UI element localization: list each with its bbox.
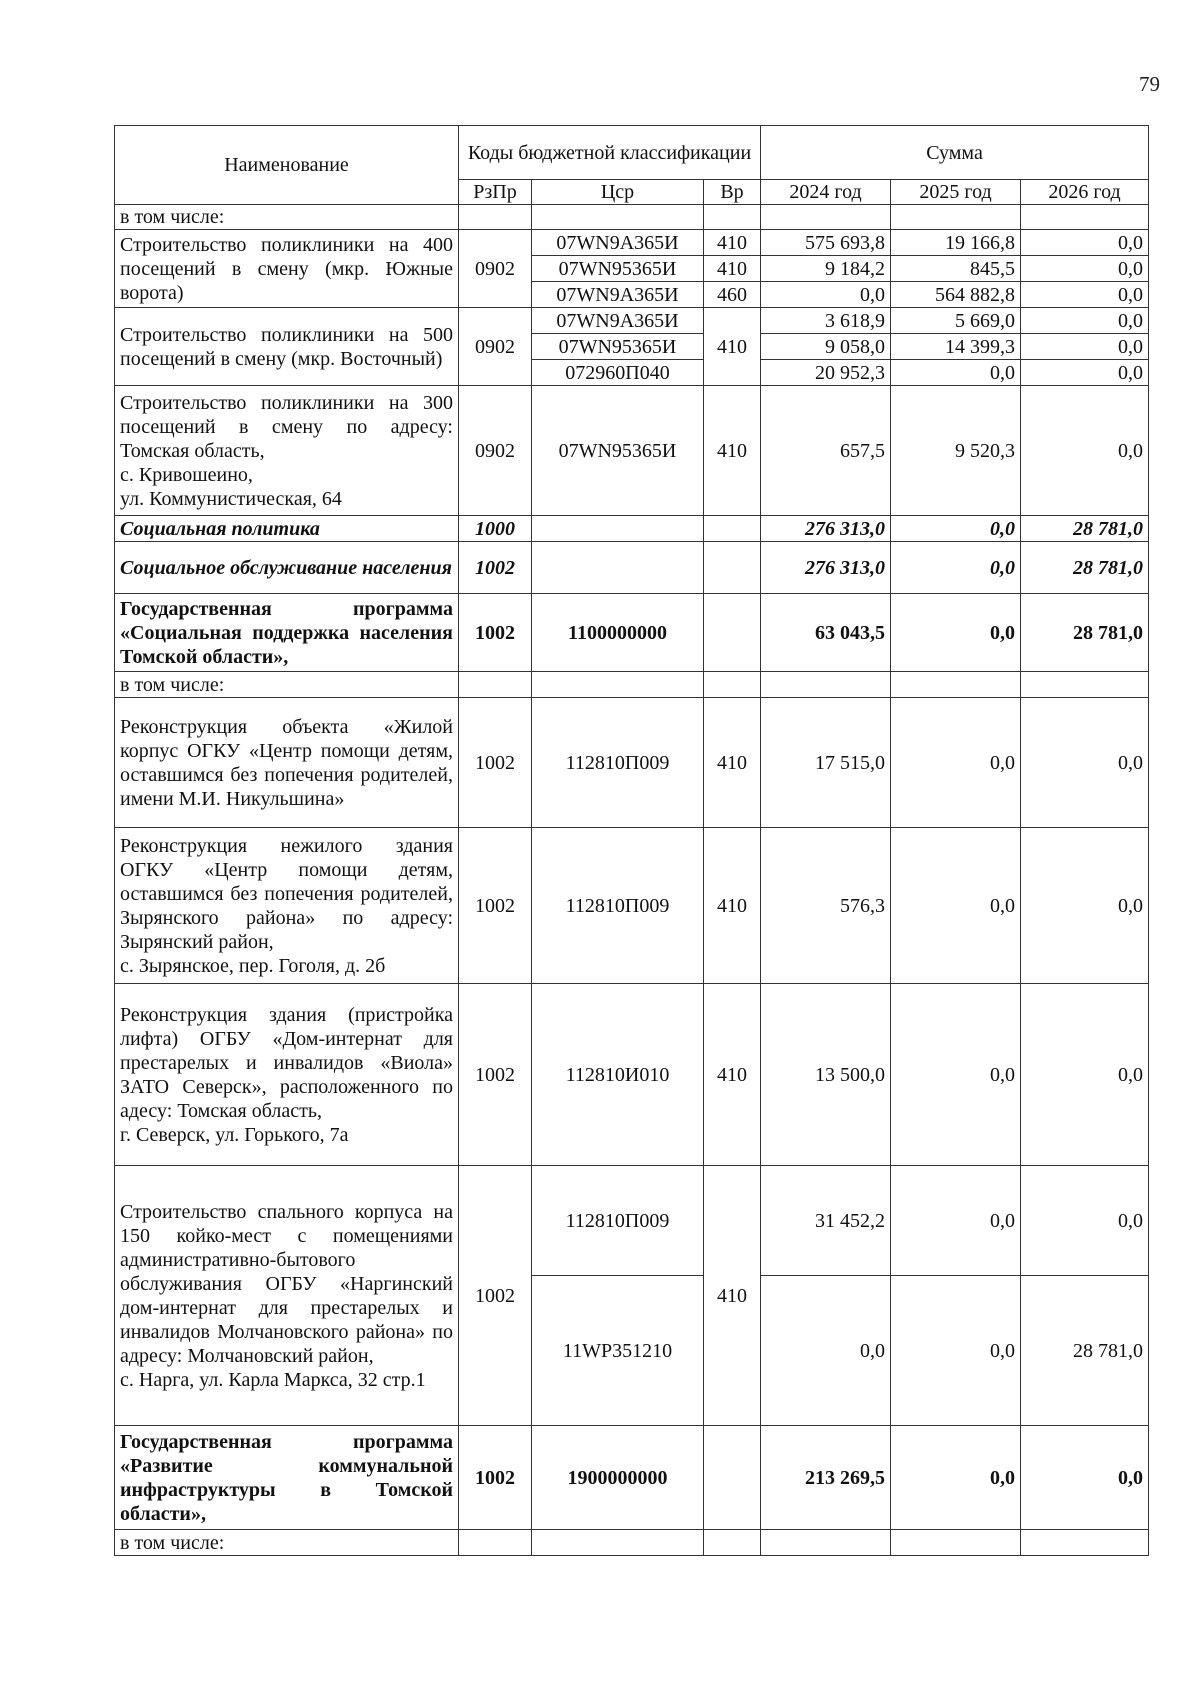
row-2024: 276 313,0 (761, 542, 891, 594)
budget-table (114, 125, 1149, 1556)
table-row (115, 230, 1149, 256)
row-name: Государственная программа «Социальная поддержка населения Томской области», (115, 594, 459, 672)
row-rzpr: 1002 (459, 698, 532, 828)
row-2025: 0,0 (891, 828, 1021, 984)
header-rzpr: РзПр (459, 180, 532, 205)
row-2026: 0,0 (1021, 698, 1149, 828)
row-2025: 564 882,8 (891, 282, 1021, 308)
row-2025: 0,0 (891, 542, 1021, 594)
row-rzpr: 1002 (459, 1166, 532, 1426)
table-row (115, 672, 1149, 698)
page-number: 79 (1139, 72, 1160, 96)
row-vr: 410 (704, 256, 761, 282)
table-header-row (115, 126, 1149, 180)
row-2025: 0,0 (891, 1426, 1021, 1530)
row-name-line: ул. Коммунистическая, 64 (120, 487, 342, 510)
row-csr: 112810П009 (532, 828, 704, 984)
row-2025: 19 166,8 (891, 230, 1021, 256)
row-name: Социальное обслуживание населения (115, 542, 459, 594)
row-2026: 28 781,0 (1021, 1276, 1149, 1426)
row-2024: 9 184,2 (761, 256, 891, 282)
row-csr: 112810П009 (532, 698, 704, 828)
row-rzpr: 0902 (459, 386, 532, 516)
row-2026: 0,0 (1021, 1426, 1149, 1530)
table-row (115, 984, 1149, 1166)
row-2025: 14 399,3 (891, 334, 1021, 360)
row-2025: 0,0 (891, 984, 1021, 1166)
table-row (115, 698, 1149, 828)
row-name: Строительство поликлиники на 400 посещений в смену (мкр. Южные ворота) (115, 230, 459, 308)
row-vr: 410 (704, 828, 761, 984)
row-2024: 0,0 (761, 282, 891, 308)
row-rzpr: 1002 (459, 828, 532, 984)
row-name: в том числе: (115, 1530, 459, 1556)
row-2026: 0,0 (1021, 282, 1149, 308)
row-csr: 07WN95365И (532, 386, 704, 516)
row-csr: 072960П040 (532, 360, 704, 386)
row-csr: 07WN9A365И (532, 308, 704, 334)
row-2026: 0,0 (1021, 230, 1149, 256)
table-row (115, 828, 1149, 984)
row-2025: 0,0 (891, 698, 1021, 828)
row-csr: 07WN95365И (532, 256, 704, 282)
row-csr: 07WN9A365И (532, 282, 704, 308)
header-2026: 2026 год (1021, 180, 1149, 205)
row-2026: 0,0 (1021, 984, 1149, 1166)
header-2025: 2025 год (891, 180, 1021, 205)
row-rzpr: 0902 (459, 308, 532, 386)
row-vr: 410 (704, 308, 761, 386)
header-csr: Цср (532, 180, 704, 205)
row-rzpr: 1000 (459, 516, 532, 542)
row-vr: 410 (704, 1166, 761, 1426)
row-2025: 845,5 (891, 256, 1021, 282)
row-rzpr: 1002 (459, 594, 532, 672)
table-row (115, 1166, 1149, 1276)
row-2024: 13 500,0 (761, 984, 891, 1166)
row-2025: 9 520,3 (891, 386, 1021, 516)
table-row-program (115, 1426, 1149, 1530)
row-csr: 1100000000 (532, 594, 704, 672)
row-2024: 9 058,0 (761, 334, 891, 360)
row-2024: 3 618,9 (761, 308, 891, 334)
table-row (115, 1530, 1149, 1556)
row-csr: 07WN95365И (532, 334, 704, 360)
row-csr: 112810И010 (532, 984, 704, 1166)
header-2024: 2024 год (761, 180, 891, 205)
row-2025: 0,0 (891, 1276, 1021, 1426)
row-2026: 0,0 (1021, 1166, 1149, 1276)
table-row (115, 308, 1149, 334)
header-vr: Вр (704, 180, 761, 205)
row-2026: 28 781,0 (1021, 542, 1149, 594)
row-2026: 0,0 (1021, 334, 1149, 360)
row-name: Государственная программа «Развитие коммунальной инфраструктуры в Томской области», (115, 1426, 459, 1530)
row-rzpr: 1002 (459, 984, 532, 1166)
row-2025: 0,0 (891, 594, 1021, 672)
row-2026: 28 781,0 (1021, 516, 1149, 542)
row-name: Строительство поликлиники на 500 посещений в смену (мкр. Восточный) (115, 308, 459, 386)
header-sum: Сумма (761, 126, 1149, 180)
row-2024: 31 452,2 (761, 1166, 891, 1276)
row-2026: 0,0 (1021, 308, 1149, 334)
row-2024: 63 043,5 (761, 594, 891, 672)
row-name: в том числе: (115, 205, 459, 230)
table-row-program (115, 594, 1149, 672)
row-2026: 0,0 (1021, 360, 1149, 386)
table-row (115, 205, 1149, 230)
row-vr: 410 (704, 698, 761, 828)
row-name-line: с. Нарга, ул. Карла Маркса, 32 стр.1 (120, 1368, 426, 1391)
row-name-line: с. Зырянское, пер. Гоголя, д. 2б (120, 954, 386, 977)
row-name (115, 386, 459, 516)
row-2024: 20 952,3 (761, 360, 891, 386)
row-2025: 5 669,0 (891, 308, 1021, 334)
row-2026: 0,0 (1021, 386, 1149, 516)
row-name-line: Строительство поликлиники на 300 посещений в смену по адресу: Томская область, (120, 391, 453, 462)
row-2026: 0,0 (1021, 828, 1149, 984)
row-rzpr: 0902 (459, 230, 532, 308)
row-name (115, 1166, 459, 1426)
row-2024: 0,0 (761, 1276, 891, 1426)
row-2026: 28 781,0 (1021, 594, 1149, 672)
row-2025: 0,0 (891, 360, 1021, 386)
row-csr: 11WP351210 (532, 1276, 704, 1426)
row-name: Социальная политика (115, 516, 459, 542)
row-vr: 410 (704, 230, 761, 256)
row-rzpr: 1002 (459, 1426, 532, 1530)
row-2025: 0,0 (891, 516, 1021, 542)
row-name (115, 984, 459, 1166)
table-row-section (115, 516, 1149, 542)
row-vr: 460 (704, 282, 761, 308)
row-2025: 0,0 (891, 1166, 1021, 1276)
row-vr: 410 (704, 984, 761, 1166)
row-name-line: с. Кривошеино, (120, 463, 253, 486)
table-row-subsection (115, 542, 1149, 594)
row-name: Реконструкция объекта «Жилой корпус ОГКУ «Центр помощи детям, оставшимся без попечения родителей, имени М.И. Никульшина» (115, 698, 459, 828)
row-name-line: Реконструкция здания (пристройка лифта) ОГБУ «Дом-интернат для престарелых и инвалидов «Виола» ЗАТО Северск», расположенного по адесу: Томская область, (120, 1003, 453, 1122)
row-name-line: г. Северск, ул. Горького, 7а (120, 1123, 349, 1146)
row-name-line: Строительство спального корпуса на 150 койко-мест с помещениями административно-бытового обслуживания ОГБУ «Наргинский дом-интернат для престарелых и инвалидов Молчановского района» по адресу: Молчановский район, (120, 1200, 453, 1367)
row-csr: 07WN9A365И (532, 230, 704, 256)
header-codes: Коды бюджетной классификации (459, 126, 761, 180)
row-2024: 17 515,0 (761, 698, 891, 828)
row-rzpr: 1002 (459, 542, 532, 594)
row-name-line: Реконструкция нежилого здания ОГКУ «Центр помощи детям, оставшимся без попечения родителей, Зырянского района» по адресу: Зырянский район, (120, 834, 453, 953)
row-2024: 575 693,8 (761, 230, 891, 256)
row-csr: 112810П009 (532, 1166, 704, 1276)
row-2026: 0,0 (1021, 256, 1149, 282)
row-2024: 213 269,5 (761, 1426, 891, 1530)
row-name (115, 828, 459, 984)
row-2024: 657,5 (761, 386, 891, 516)
table-row (115, 386, 1149, 516)
header-name: Наименование (115, 126, 459, 205)
row-2024: 576,3 (761, 828, 891, 984)
row-name: в том числе: (115, 672, 459, 698)
row-vr: 410 (704, 386, 761, 516)
row-csr: 1900000000 (532, 1426, 704, 1530)
row-2024: 276 313,0 (761, 516, 891, 542)
